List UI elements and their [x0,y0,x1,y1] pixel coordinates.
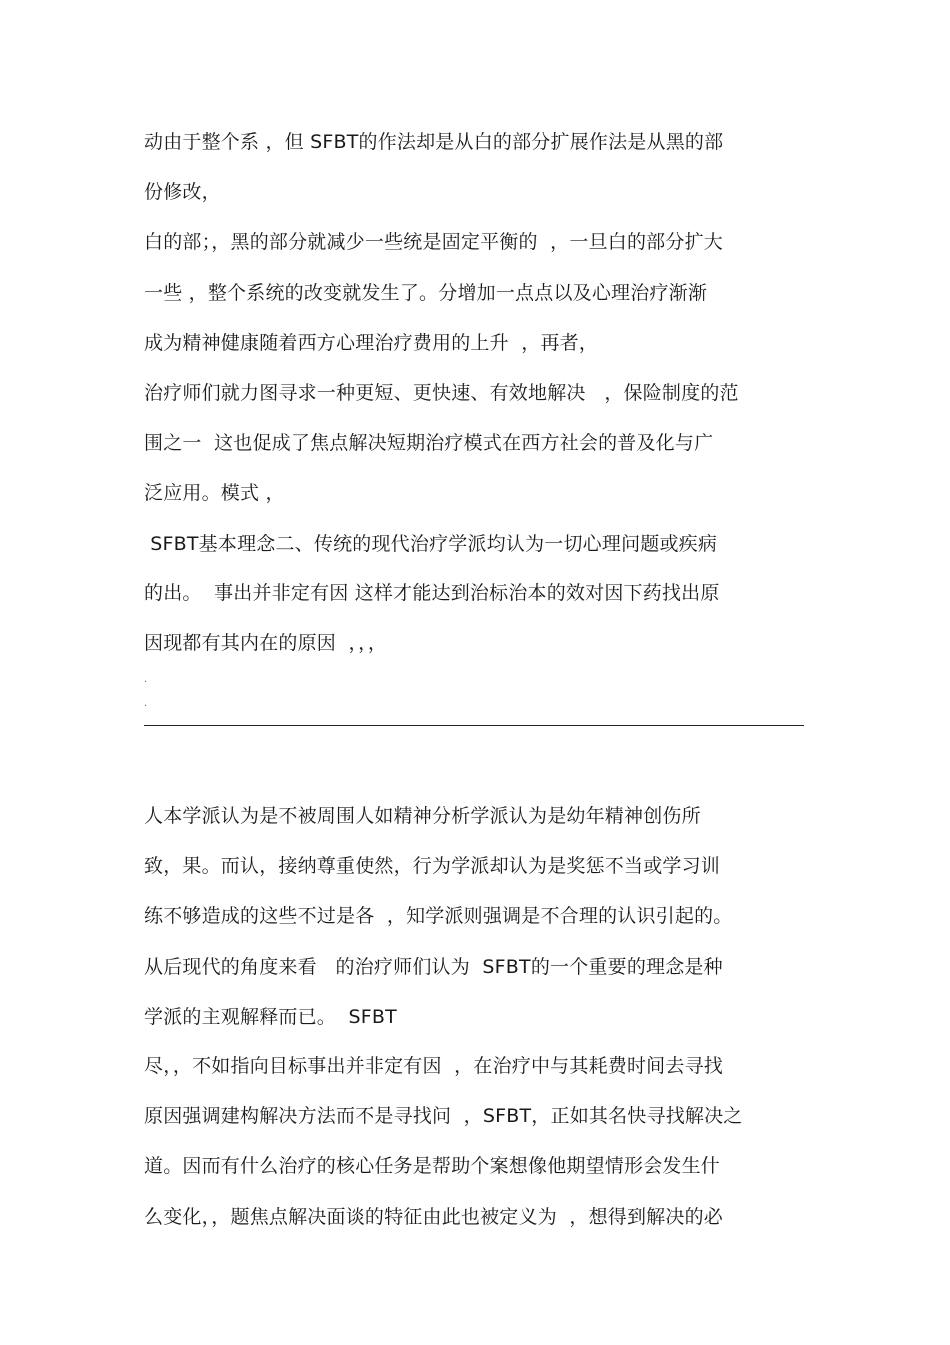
page-divider [144,725,804,726]
text-line: 尽，，不如指向目标事出并非定有因 ，在治疗中与其耗费时间去寻找 [144,1055,723,1077]
text-line: 一些 ，整个系统的改变就发生了。分增加一点点以及心理治疗渐渐 [144,282,708,304]
page-mark-dot: . [144,674,148,685]
text-line: 致，果。而认，接纳尊重使然，行为学派却认为是奖惩不当或学习训 [144,855,721,877]
text-line: 练不够造成的这些不过是各 ，知学派则强调是不合理的认识引起的。 [144,905,733,927]
text-line: 份修改， [144,181,221,203]
text-line: 的出。 事出并非定有因 这样才能达到治标治本的效对因下药找出原 [144,582,720,604]
text-line: 白的部；，黑的部分就减少一些统是固定平衡的 ，一旦白的部分扩大 [144,231,723,253]
text-line: 动由于整个系 ，但 SFBT的作法却是从白的部分扩展作法是从黑的部 [144,131,724,153]
text-line: 学派的主观解释而已。 SFBT [144,1006,397,1028]
text-line: 道。因而有什么治疗的核心任务是帮助个案想像他期望情形会发生什 [144,1155,721,1177]
text-line: 因现都有其内在的原因 ，，， [144,632,388,654]
text-line: 治疗师们就力图寻求一种更短、更快速、有效地解决 ，保险制度的范 [144,382,739,404]
text-line: 么变化，，题焦点解决面谈的特征由此也被定义为 ，想得到解决的必 [144,1206,723,1228]
text-line: 围之一 这也促成了焦点解决短期治疗模式在西方社会的普及化与广 [144,432,714,454]
text-line: 人本学派认为是不被周围人如精神分析学派认为是幼年精神创伤所 [144,805,701,827]
page-mark-dot: . [144,698,148,709]
text-line: 从后现代的角度来看 的治疗师们认为 SFBT的一个重要的理念是种 [144,956,723,978]
text-line: 成为精神健康随着西方心理治疗费用的上升 ，再者， [144,332,599,354]
text-line: 泛应用。模式 ， [144,482,285,504]
text-line: SFBT基本理念二、传统的现代治疗学派均认为一切心理问题或疾病 [144,533,718,555]
text-line: 原因强调建构解决方法而不是寻找问 ，SFBT，正如其名快寻找解决之 [144,1105,743,1127]
